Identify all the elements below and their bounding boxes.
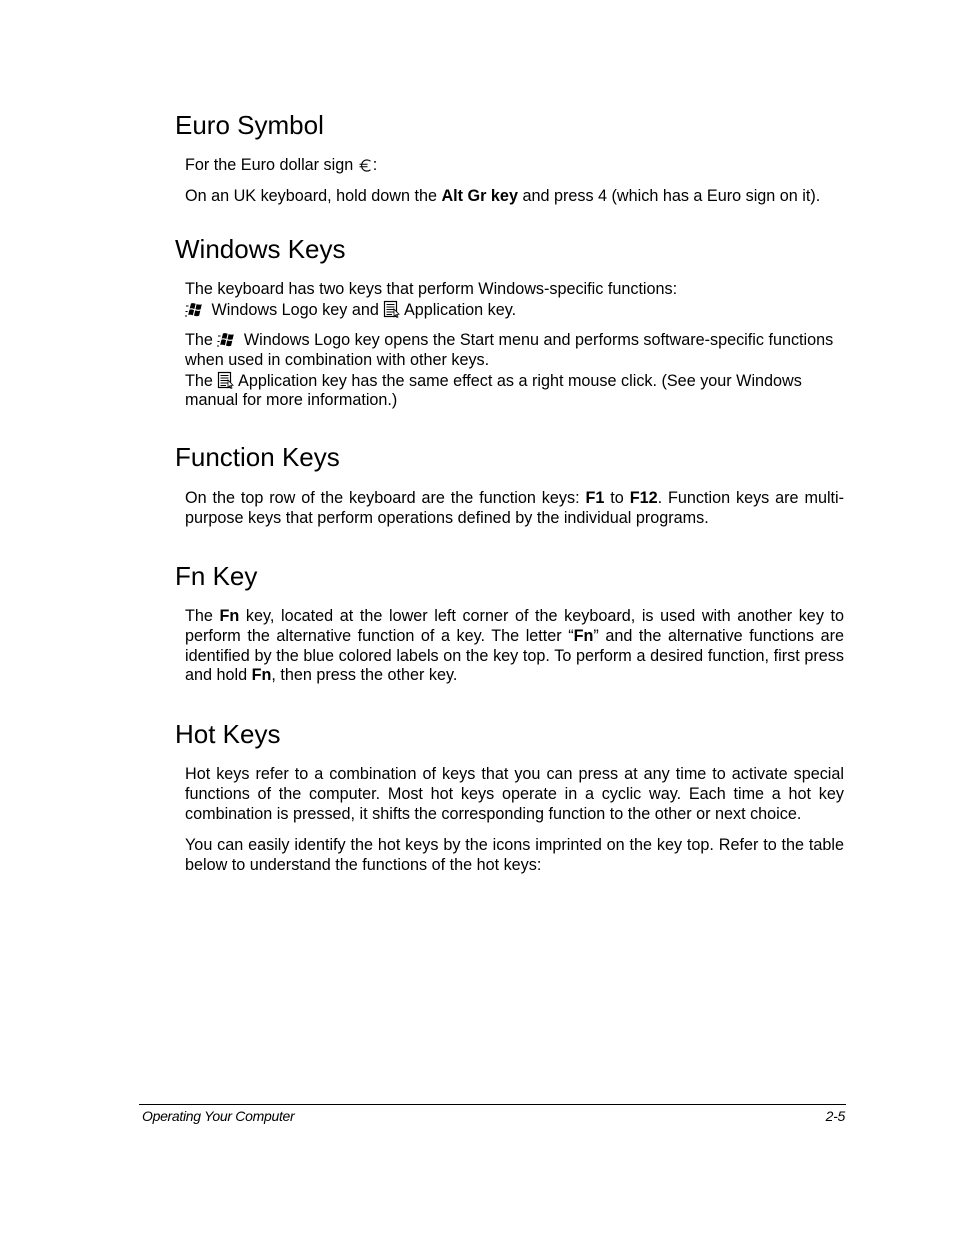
heading-windows-keys: Windows Keys: [175, 234, 346, 264]
paragraph-fn-key: The Fn key, located at the lower left corner of the keyboard, is used with another key to perform the alternative function of a key. The letter “Fn” and the alternative functions are identified by the blue colored labels on the key top. To perform a desired function, first press and hold Fn, then press the other key.: [185, 607, 845, 685]
heading-euro-symbol: Euro Symbol: [175, 110, 324, 140]
paragraph-euro-sign: For the Euro dollar sign :: [185, 156, 378, 174]
application-key-icon: [217, 371, 234, 389]
paragraph-alt-gr: On an UK keyboard, hold down the Alt Gr key and press 4 (which has a Euro sign on it).: [185, 187, 821, 205]
heading-hot-keys: Hot Keys: [175, 719, 281, 749]
heading-fn-key: Fn Key: [175, 561, 258, 591]
bold-alt-gr-key: Alt Gr key: [441, 187, 518, 205]
heading-function-keys: Function Keys: [175, 442, 340, 472]
paragraph-function-keys: On the top row of the keyboard are the function keys: F1 to F12. Function keys are multi-purpose keys that perform operations defined by the individual programs.: [185, 489, 845, 527]
paragraph-hot-keys-intro: Hot keys refer to a combination of keys that you can press at any time to activate special functions of the computer. Most hot keys operate in a cyclic way. Each time a hot key combination is pressed, it shifts the corresponding function to the other or next choice.: [185, 765, 844, 823]
application-key-icon: [383, 300, 400, 318]
footer-chapter-title: Operating Your Computer: [142, 1108, 295, 1124]
footer-divider: [139, 1104, 846, 1105]
paragraph-windows-details: The Windows Logo key opens the Start menu and performs software-specific functions when used in combination with other keys. The Application key has the same effect as a right mouse click. (See your Windows manual for more information.): [185, 331, 834, 410]
windows-logo-icon: [217, 332, 239, 348]
windows-logo-icon: [185, 302, 207, 318]
euro-sign-icon: [358, 158, 373, 173]
footer-page-number: 2-5: [825, 1108, 845, 1124]
paragraph-hot-keys-table-ref: You can easily identify the hot keys by the icons imprinted on the key top. Refer to the table below to understand the functions of the hot keys:: [185, 836, 844, 874]
paragraph-windows-intro: The keyboard has two keys that perform Windows-specific functions: Windows Logo key and Application key.: [185, 280, 678, 319]
